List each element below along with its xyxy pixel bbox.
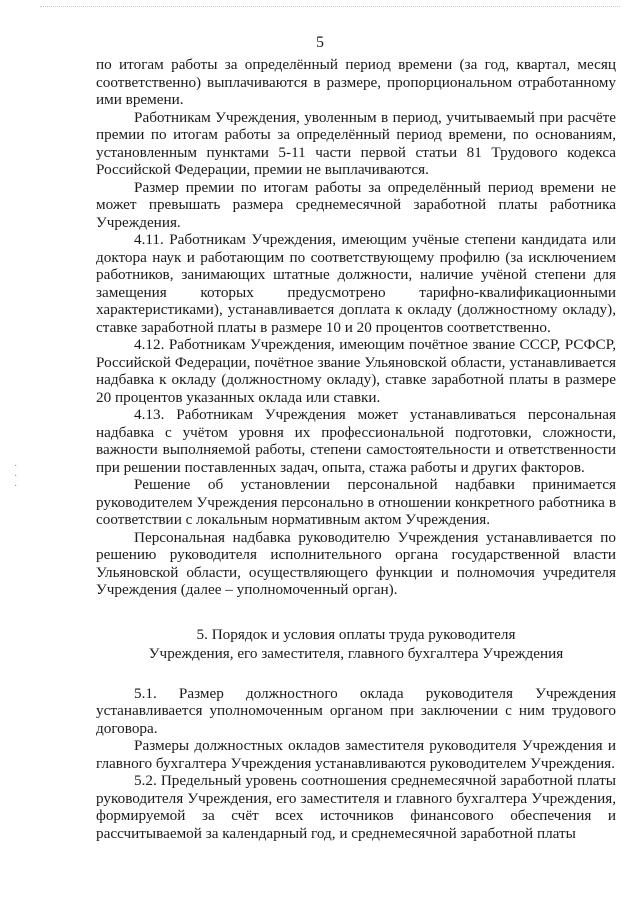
section-heading-line-2: Учреждения, его заместителя, главного бухгалтера Учреждения xyxy=(148,644,564,662)
paragraph-clause-4-13: 4.13. Работникам Учреждения может устанавливаться персональная надбавка с учётом уровня их профессиональной подготовки, сложности, важности выполняемой работы, степени самостоятельности и ответственности при решении поставленных задач, опыта, стажа работы и других факторов. xyxy=(96,406,616,476)
page-number: 5 xyxy=(316,34,324,51)
paragraph: Решение об установлении персональной надбавки принимается руководителем Учреждения персонально в отношении конкретного работника в соответствии с локальным нормативным актом Учреждения. xyxy=(96,476,616,528)
section-heading xyxy=(96,625,616,663)
paragraph-continuation: по итогам работы за определённый период времени (за год, квартал, месяц соответственно) выплачиваются в размере, пропорциональном отработанному ими времени. xyxy=(96,56,616,108)
scan-artifact-marks: · · · xyxy=(14,461,18,492)
scan-edge-line xyxy=(40,6,620,8)
paragraph: Персональная надбавка руководителю Учреждения устанавливается по решению руководителя исполнительного органа государственной власти Ульяновской области, осуществляющего функции и полномочия учредителя Учреждения (далее – уполномоченный орган). xyxy=(96,528,616,598)
paragraph-clause-5-1: 5.1. Размер должностного оклада руководителя Учреждения устанавливается уполномоченным органом при заключении с ним трудового договора. xyxy=(96,684,616,737)
paragraph: Размер премии по итогам работы за определённый период времени не может превышать размера среднемесячной заработной платы работника Учреждения. xyxy=(96,178,616,231)
section-heading-line-1: 5. Порядок и условия оплаты труда руководителя xyxy=(196,625,516,643)
paragraph: Работникам Учреждения, уволенным в период, учитываемый при расчёте премии по итогам работы за определённый период времени, по основаниям, установленным пунктами 5-11 части первой статьи 81 Трудового кодекса Российской Федерации, премии не выплачиваются. xyxy=(96,108,616,178)
paragraph-clause-5-2: 5.2. Предельный уровень соотношения среднемесячной заработной платы руководителя Учреждения, его заместителя и главного бухгалтера Учреждения, формируемой за счёт всех источников финансового обеспечения и рассчитываемой за календарный год, и среднемесячной заработной платы xyxy=(96,772,616,842)
document-body xyxy=(96,56,616,842)
paragraph-clause-4-11: 4.11. Работникам Учреждения, имеющим учёные степени кандидата или доктора наук и работающим по соответствующему профилю (за исключением работников, занимающих штатные должности, наличие учёной степени для замещения которых предусмотрено тарифно-квалификационными характеристиками), устанавливается доплата к окладу (должностному окладу), ставке заработной платы в размере 10 и 20 процентов соответственно. xyxy=(96,231,616,336)
paragraph-clause-4-12: 4.12. Работникам Учреждения, имеющим почётное звание СССР, РСФСР, Российской Федерации, почётное звание Ульяновской области, устанавливается надбавка к окладу (должностному окладу), ставке заработной платы в размере 20 процентов указанных оклада или ставки. xyxy=(96,336,616,406)
paragraph: Размеры должностных окладов заместителя руководителя Учреждения и главного бухгалтера Учреждения устанавливаются руководителем Учреждения. xyxy=(96,737,616,772)
